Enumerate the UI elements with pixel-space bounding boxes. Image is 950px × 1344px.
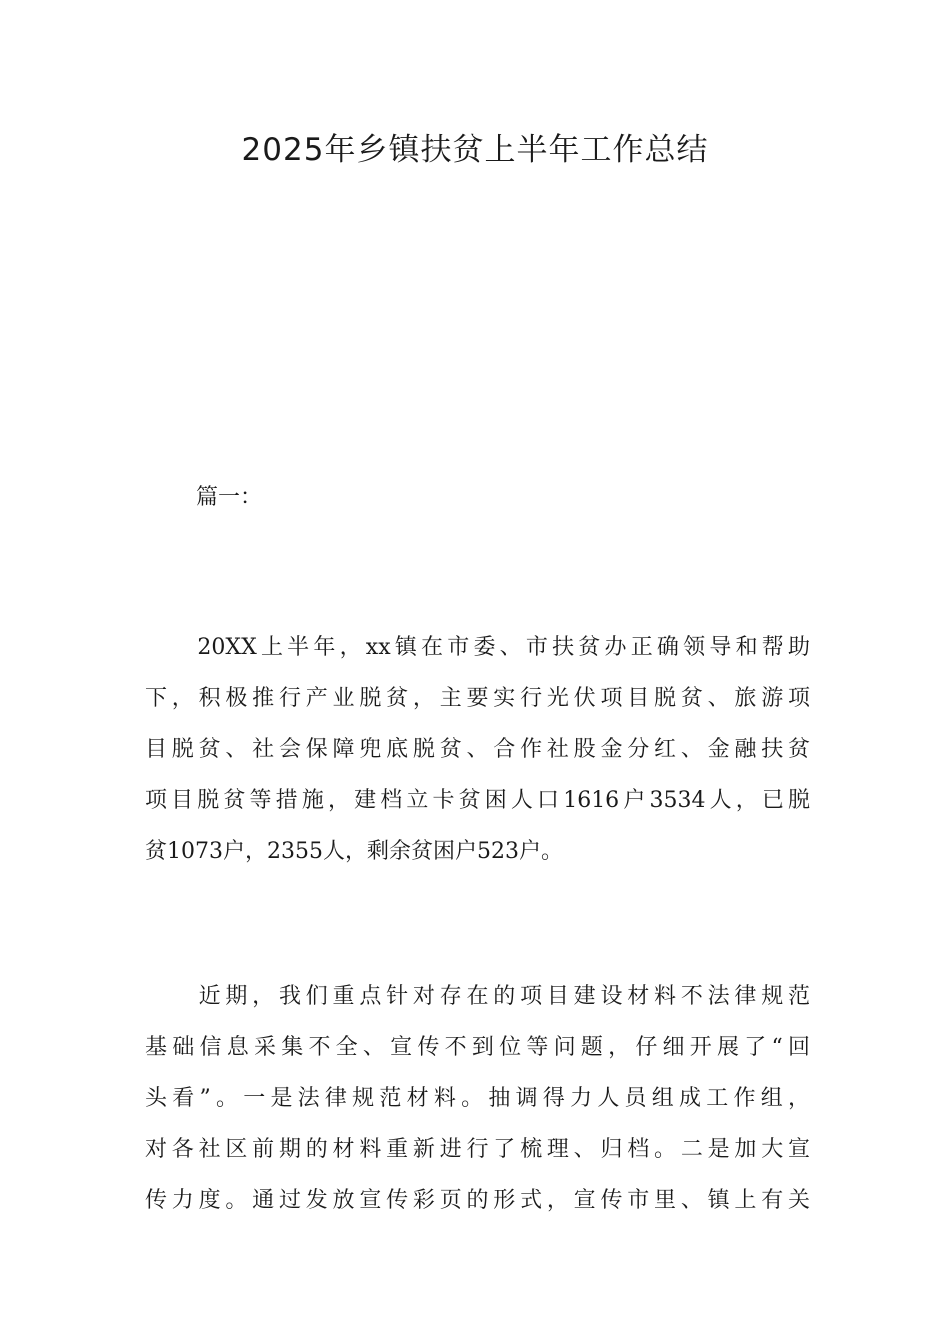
paragraph-line: 贫1073户，2355人，剩余贫困户523户。 [145,839,563,864]
paragraph-line: 下，积极推行产业脱贫，主要实行光伏项目脱贫、旅游项 [145,686,810,711]
document-title: 2025年乡镇扶贫上半年工作总结 [241,132,709,168]
paragraph-line: 对各社区前期的材料重新进行了梳理、归档。二是加大宣 [145,1137,810,1162]
paragraph-2 [145,971,810,1226]
paragraph-line: 近期，我们重点针对存在的项目建设材料不法律规范 [145,984,810,1009]
paragraph-line: 基础信息采集不全、宣传不到位等问题，仔细开展了“回 [145,1035,810,1060]
paragraph-line: 目脱贫、社会保障兜底脱贫、合作社股金分红、金融扶贫 [145,737,810,762]
paragraph-1 [145,622,810,877]
paragraph-line: 传力度。通过发放宣传彩页的形式，宣传市里、镇上有关 [145,1188,810,1213]
section-label: 篇一： [196,485,263,510]
paragraph-line: 项目脱贫等措施，建档立卡贫困人口1616户3534人，已脱 [145,788,810,813]
paragraph-line: 头看”。一是法律规范材料。抽调得力人员组成工作组， [145,1086,810,1111]
paragraph-line: 20XX上半年，xx镇在市委、市扶贫办正确领导和帮助 [145,635,810,660]
